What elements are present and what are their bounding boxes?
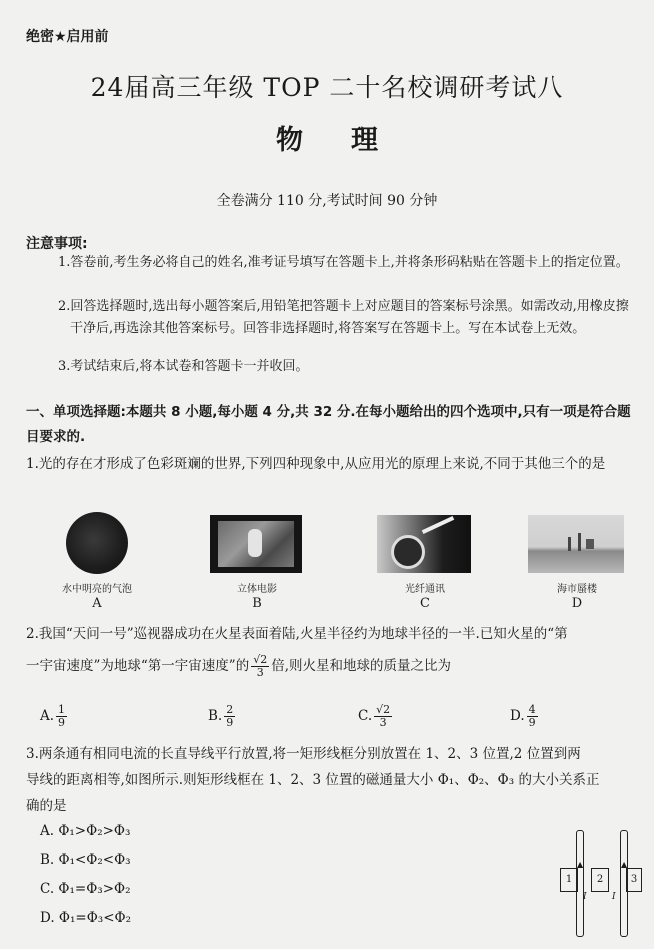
q3-stem-line2: 导线的距离相等,如图所示.则矩形线框在 1、2、3 位置的磁通量大小 Φ₁、Φ₂、Φ₃ 的大小关系正 xyxy=(26,772,600,788)
notice-item-3: 3.考试结束后,将本试卷和答题卡一并收回。 xyxy=(58,359,309,374)
option-label: A. xyxy=(40,708,55,724)
q1-stem: 1.光的存在才形成了色彩斑斓的世界,下列四种现象中,从应用光的原理上来说,不同于其他三个的是 xyxy=(26,456,606,472)
q2-stem-line2 xyxy=(26,654,640,679)
subject-title: 物理 xyxy=(276,125,426,156)
q3-option-d: D. Φ₁=Φ₃<Φ₂ xyxy=(40,910,131,926)
q3-option-b: B. Φ₁<Φ₂<Φ₃ xyxy=(40,852,131,868)
3d-movie-image xyxy=(210,515,302,573)
option-label: D. xyxy=(510,708,525,724)
frac-den: 3 xyxy=(256,666,264,679)
notice-item-1: 1.答卷前,考生务必将自己的姓名,准考证号填写在答题卡上,并将条形码粘贴在答题卡上的指定位置。 xyxy=(58,255,629,270)
q2-option-b xyxy=(208,704,237,729)
fiber-optic-image xyxy=(377,515,471,573)
caption-c: 光纤通讯 xyxy=(405,584,445,595)
frac-den: 9 xyxy=(58,716,66,729)
caption-d: 海市蜃楼 xyxy=(557,584,597,595)
full-mark-info: 全卷满分 110 分,考试时间 90 分钟 xyxy=(216,193,438,209)
q2-stem-line1: 2.我国“天问一号”巡视器成功在火星表面着陆,火星半径约为地球半径的一半.已知火星的“第 xyxy=(26,626,568,642)
q3-option-a: A. Φ₁>Φ₂>Φ₃ xyxy=(40,823,131,839)
q3-stem-line3: 确的是 xyxy=(26,798,67,814)
option-letter-c: C xyxy=(420,596,430,611)
q2-option-c xyxy=(358,704,394,729)
q2-option-d xyxy=(510,704,540,729)
option-letter-b: B xyxy=(252,596,262,611)
current-label-left: I xyxy=(583,892,587,902)
exam-title: 24届高三年级 TOP 二十名校调研考试八 xyxy=(90,73,564,102)
frac-num: 4 xyxy=(528,703,536,716)
frac-den: 9 xyxy=(528,716,536,729)
q2-option-a xyxy=(40,704,69,729)
current-label-right: I xyxy=(612,892,616,902)
frac-num: √2 xyxy=(253,653,268,666)
option-label: C. xyxy=(358,708,373,724)
arrow-up-icon: ▲ xyxy=(621,860,628,869)
frac-den: 9 xyxy=(226,716,234,729)
caption-b: 立体电影 xyxy=(237,584,277,595)
caption-a: 水中明亮的气泡 xyxy=(62,584,132,595)
q2-stem-text-a: 一宇宙速度”为地球“第一宇宙速度”的 xyxy=(26,658,250,674)
option-letter-a: A xyxy=(92,596,102,611)
bubble-image xyxy=(66,512,128,574)
notice-item-2: 2.回答选择题时,选出每小题答案后,用铅笔把答题卡上对应题目的答案标号涂黑。如需改动,用橡皮擦干净后,再选涂其他答案标号。回答非选择题时,将答案写在答题卡上。写在本试卷上无效。 xyxy=(58,299,629,336)
frame-2: 2 xyxy=(591,868,609,892)
q2-stem-fraction xyxy=(251,654,269,679)
frac-num: 1 xyxy=(58,703,66,716)
frac-num: √2 xyxy=(376,703,391,716)
confidential-mark: 绝密★启用前 xyxy=(26,29,109,45)
q3-option-c: C. Φ₁=Φ₃>Φ₂ xyxy=(40,881,131,897)
frac-den: 3 xyxy=(379,716,387,729)
frame-1: 1 xyxy=(560,868,578,892)
option-letter-d: D xyxy=(571,596,583,611)
arrow-up-icon: ▲ xyxy=(577,860,584,869)
wire-figure xyxy=(556,830,646,940)
q3-stem-line1: 3.两条通有相同电流的长直导线平行放置,将一矩形线框分别放置在 1、2、3 位置,2 位置到两 xyxy=(26,746,581,762)
section-heading: 一、单项选择题:本题共 8 小题,每小题 4 分,共 32 分.在每小题给出的四个选项中,只有一项是符合题目要求的. xyxy=(26,404,631,445)
notice-heading: 注意事项: xyxy=(26,236,88,252)
q2-stem-text-b: 倍,则火星和地球的质量之比为 xyxy=(271,658,452,674)
option-label: B. xyxy=(208,708,223,724)
frac-num: 2 xyxy=(226,703,234,716)
mirage-image xyxy=(528,515,624,573)
frame-3: 3 xyxy=(626,868,642,892)
